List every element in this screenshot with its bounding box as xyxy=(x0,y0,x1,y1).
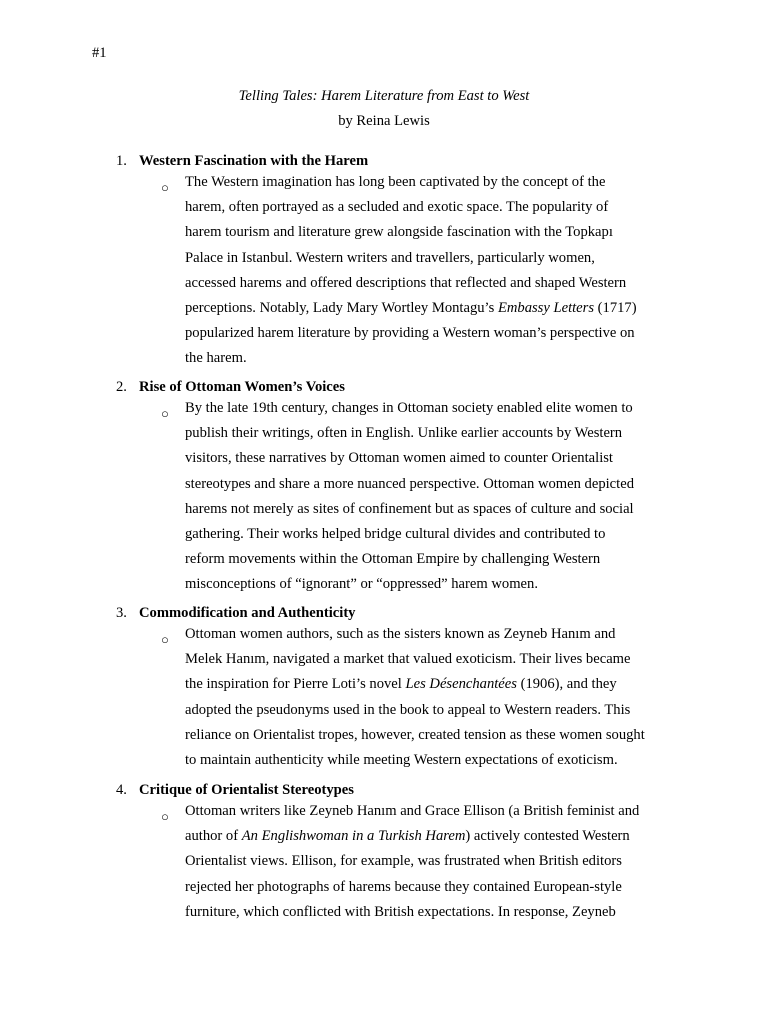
paragraph-line: stereotypes and share a more nuanced perspective. Ottoman women depicted xyxy=(185,475,634,492)
text-segment: ) actively contested Western xyxy=(465,828,630,845)
paragraph-line: harems not merely as sites of confinement but as spaces of culture and social xyxy=(185,500,634,517)
page-number: #1 xyxy=(92,45,107,61)
paragraph-line: furniture, which conflicted with British expectations. In response, Zeyneb xyxy=(185,903,616,920)
paragraph-line: accessed harems and offered descriptions that reflected and shaped Western xyxy=(185,274,627,291)
italic-title: An Englishwoman in a Turkish Harem xyxy=(241,828,466,845)
section-heading: Critique of Orientalist Stereotypes xyxy=(139,782,354,798)
paragraph-line: harem, often portrayed as a secluded and exotic space. The popularity of xyxy=(185,199,609,216)
paragraph-line: reform movements within the Ottoman Empire by challenging Western xyxy=(185,551,601,568)
paragraph-line: rejected her photographs of harems because they contained European-style xyxy=(185,878,622,895)
paragraph-line: adopted the pseudonyms used in the book to appeal to Western readers. This xyxy=(185,701,631,718)
text-segment: the inspiration for Pierre Loti’s novel xyxy=(185,676,406,693)
bullet-icon: ○ xyxy=(161,180,169,195)
paragraph-line xyxy=(185,672,645,697)
paragraph-line: the harem. xyxy=(185,350,247,367)
paragraph-line: Orientalist views. Ellison, for example, was frustrated when British editors xyxy=(185,853,622,870)
paragraph-line: By the late 19th century, changes in Ottoman society enabled elite women to xyxy=(185,400,633,416)
document-title: Telling Tales: Harem Literature from East to West xyxy=(238,88,530,104)
section-number: 3. xyxy=(116,605,127,621)
paragraph-line: Palace in Istanbul. Western writers and travellers, particularly women, xyxy=(185,249,595,266)
section-paragraph xyxy=(185,170,637,372)
paragraph-line xyxy=(185,824,639,849)
text-segment: perceptions. Notably, Lady Mary Wortley Montagu’s xyxy=(185,299,498,316)
section-heading: Western Fascination with the Harem xyxy=(139,153,369,169)
text-segment: author of xyxy=(185,828,242,845)
paragraph-line xyxy=(185,296,637,321)
paragraph-line: visitors, these narratives by Ottoman women aimed to counter Orientalist xyxy=(185,450,613,467)
paragraph-line: harem tourism and literature grew alongside fascination with the Topkapı xyxy=(185,224,613,241)
paragraph-line: The Western imagination has long been captivated by the concept of the xyxy=(185,174,606,190)
paragraph-line: Melek Hanım, navigated a market that valued exoticism. Their lives became xyxy=(185,651,631,668)
section-heading: Rise of Ottoman Women’s Voices xyxy=(139,379,345,395)
text-segment: (1906), and they xyxy=(516,676,617,693)
section-number: 4. xyxy=(116,782,127,798)
paragraph-line: Ottoman writers like Zeyneb Hanım and Grace Ellison (a British feminist and xyxy=(185,803,640,819)
italic-title: Les Désenchantées xyxy=(405,676,517,693)
document-author: by Reina Lewis xyxy=(338,113,430,129)
paragraph-line: Ottoman women authors, such as the sisters known as Zeyneb Hanım and xyxy=(185,626,616,642)
paragraph-line: misconceptions of “ignorant” or “oppressed” harem women. xyxy=(185,576,538,593)
section-number: 1. xyxy=(116,153,127,169)
bullet-icon: ○ xyxy=(161,632,169,647)
bullet-icon: ○ xyxy=(161,406,169,421)
section-heading: Commodification and Authenticity xyxy=(139,605,356,621)
italic-title: Embassy Letters xyxy=(497,299,595,316)
text-segment: (1717) xyxy=(594,299,637,316)
bullet-icon: ○ xyxy=(161,809,169,824)
paragraph-line: to maintain authenticity while meeting Western expectations of exoticism. xyxy=(185,751,618,768)
paragraph-line: reliance on Orientalist tropes, however, created tension as these women sought xyxy=(185,726,645,743)
section-number: 2. xyxy=(116,379,127,395)
section-paragraph xyxy=(185,396,634,598)
paragraph-line: gathering. Their works helped bridge cultural divides and contributed to xyxy=(185,525,606,542)
paragraph-line: popularized harem literature by providing a Western woman’s perspective on xyxy=(185,325,635,342)
paragraph-line: publish their writings, often in English. Unlike earlier accounts by Western xyxy=(185,425,623,442)
section-paragraph xyxy=(185,622,645,773)
section-paragraph xyxy=(185,799,639,925)
